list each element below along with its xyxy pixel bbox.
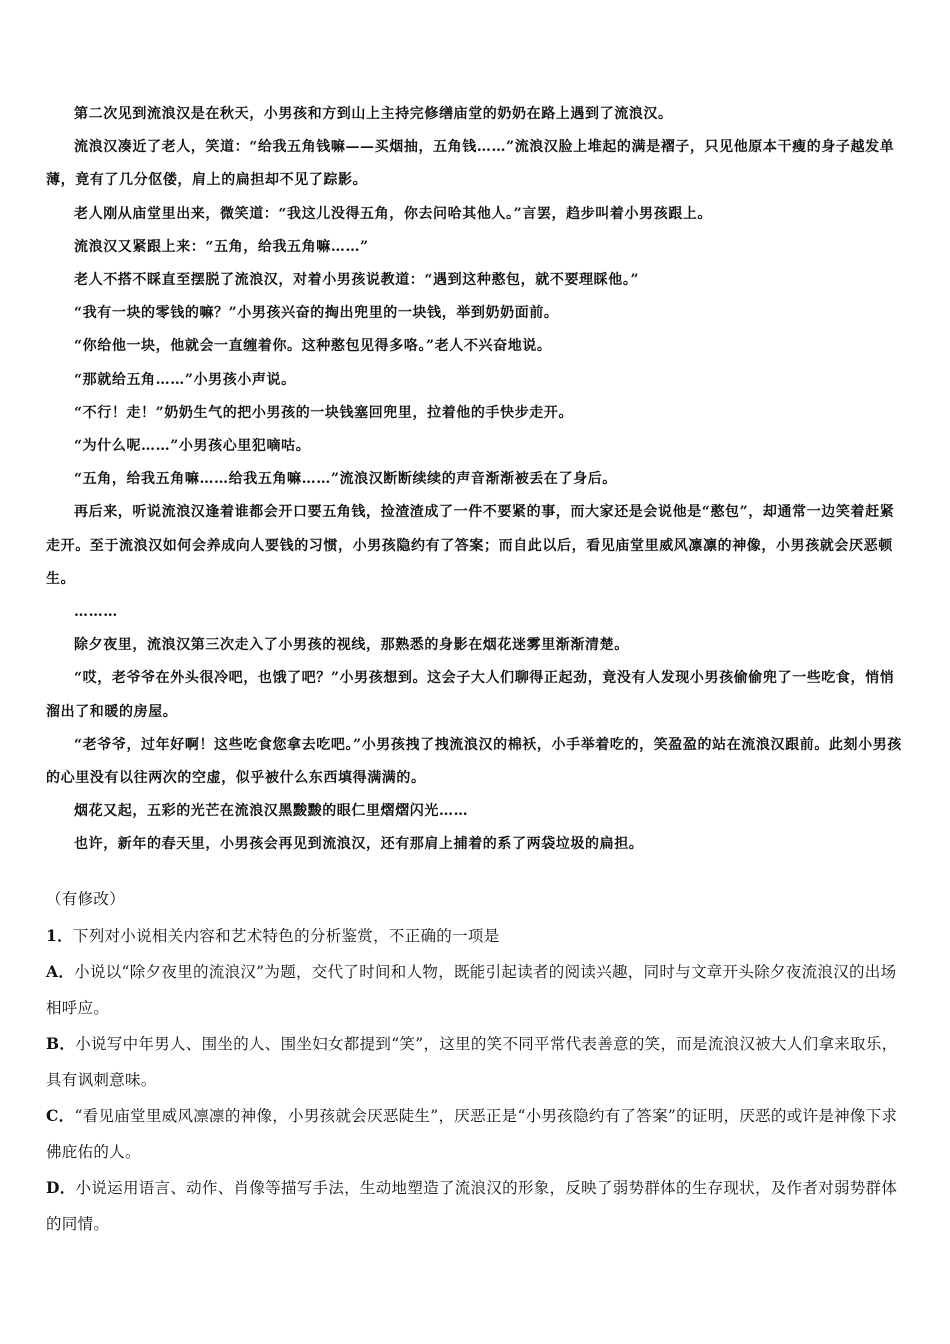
option-b	[46, 1026, 906, 1098]
paragraph: “老爷爷，过年好啊！这些吃食您拿去吃吧。”小男孩拽了拽流浪汉的棉袄，小手举着吃的，笑盈盈的站在流浪汉跟前。此刻小男孩的心里没有以往两次的空虚，似乎被什么东西填得满满的。	[46, 736, 902, 787]
paragraph: 老人刚从庙堂里出来，微笑道：“我这儿没得五角，你去问哈其他人。”言罢，趋步叫着小男孩跟上。	[74, 205, 713, 222]
paragraph: 再后来，听说流浪汉逢着谁都会开口要五角钱，捡渣渣成了一件不要紧的事，而大家还是会说他是“憨包”，却通常一边笑着赶紧走开。至于流浪汉如何会养成向人要钱的习惯，小男孩隐约有了答案；而自此以后，看见庙堂里威风凛凛的神像，小男孩就会厌恶顿生。	[46, 504, 895, 587]
question-text: 下列对小说相关内容和艺术特色的分析鉴赏，不正确的一项是	[72, 926, 500, 945]
paragraph: 烟花又起，五彩的光芒在流浪汉黑黢黢的眼仁里熠熠闪光……	[74, 803, 469, 820]
paragraph: 流浪汉又紧跟上来：“五角，给我五角嘛……”	[74, 238, 369, 255]
question-number: 1．	[46, 925, 73, 945]
paragraph: “五角，给我五角嘛……给我五角嘛……”流浪汉断断续续的声音渐渐被丢在了身后。	[74, 471, 617, 488]
option-text: “看见庙堂里威风凛凛的神像，小男孩就会厌恶陡生”，厌恶正是“小男孩隐约有了答案”的证明，厌恶的或许是神像下求佛庇佑的人。	[46, 1107, 898, 1161]
paragraph: “为什么呢……”小男孩心里犯嘀咕。	[74, 438, 311, 455]
paragraph: 老人不搭不睬直至摆脱了流浪汉，对着小男孩说教道：“遇到这种憨包，就不要理睬他。”	[74, 272, 640, 289]
option-text: 小说写中年男人、围坐的人、围坐妇女都提到“笑”，这里的笑不同平常代表善意的笑，而是流浪汉被大人们拿来取乐，具有讽刺意味。	[46, 1035, 898, 1089]
paragraph: “那就给五角……”小男孩小声说。	[74, 371, 296, 388]
option-label: B．	[46, 1034, 76, 1053]
paragraph: 第二次见到流浪汉是在秋天，小男孩和方到山上主持完修缮庙堂的奶奶在路上遇到了流浪汉。	[74, 106, 673, 122]
option-text: 小说以“除夕夜里的流浪汉”为题，交代了时间和人物，既能引起读者的阅读兴趣，同时与文章开头除夕夜流浪汉的出场相呼应。	[46, 963, 897, 1017]
question-section	[46, 882, 906, 1242]
option-text: 小说运用语言、动作、肖像等描写手法，生动地塑造了流浪汉的形象，反映了弱势群体的生存现状，及作者对弱势群体的同情。	[46, 1179, 898, 1233]
ellipsis-divider: ………	[74, 604, 118, 621]
paragraph: 也许，新年的春天里，小男孩会再见到流浪汉，还有那肩上捕着的系了两袋垃圾的扁担。	[74, 836, 644, 853]
source-note: （有修改）	[46, 890, 126, 908]
question-stem	[46, 918, 906, 955]
story-text	[46, 98, 906, 862]
paragraph: “不行！走！”奶奶生气的把小男孩的一块钱塞回兜里，拉着他的手快步走开。	[74, 404, 574, 421]
paragraph: 流浪汉凑近了老人，笑道：“给我五角钱嘛——买烟抽，五角钱……”流浪汉脸上堆起的满是褶子，只见他原本干瘦的身子越发单薄，竟有了几分伛偻，肩上的扁担却不见了踪影。	[46, 139, 895, 189]
option-label: D．	[46, 1178, 76, 1197]
paragraph: “哎，老爷爷在外头很冷吧，也饿了吧？”小男孩想到。这会子大人们聊得正起劲，竟没有人发现小男孩偷偷兜了一些吃食，悄悄溜出了和暖的房屋。	[46, 670, 895, 720]
option-label: A．	[46, 962, 75, 981]
paragraph: 除夕夜里，流浪汉第三次走入了小男孩的视线，那熟悉的身影在烟花迷雾里渐渐清楚。	[74, 637, 629, 654]
paragraph: “你给他一块，他就会一直缠着你。这种憨包见得多咯。”老人不兴奋地说。	[74, 338, 552, 355]
option-a	[46, 954, 906, 1026]
option-d	[46, 1170, 906, 1242]
paragraph: “我有一块的零钱的嘛？”小男孩兴奋的掏出兜里的一块钱，举到奶奶面前。	[74, 305, 559, 322]
option-c	[46, 1098, 906, 1170]
option-label: C．	[46, 1106, 75, 1125]
